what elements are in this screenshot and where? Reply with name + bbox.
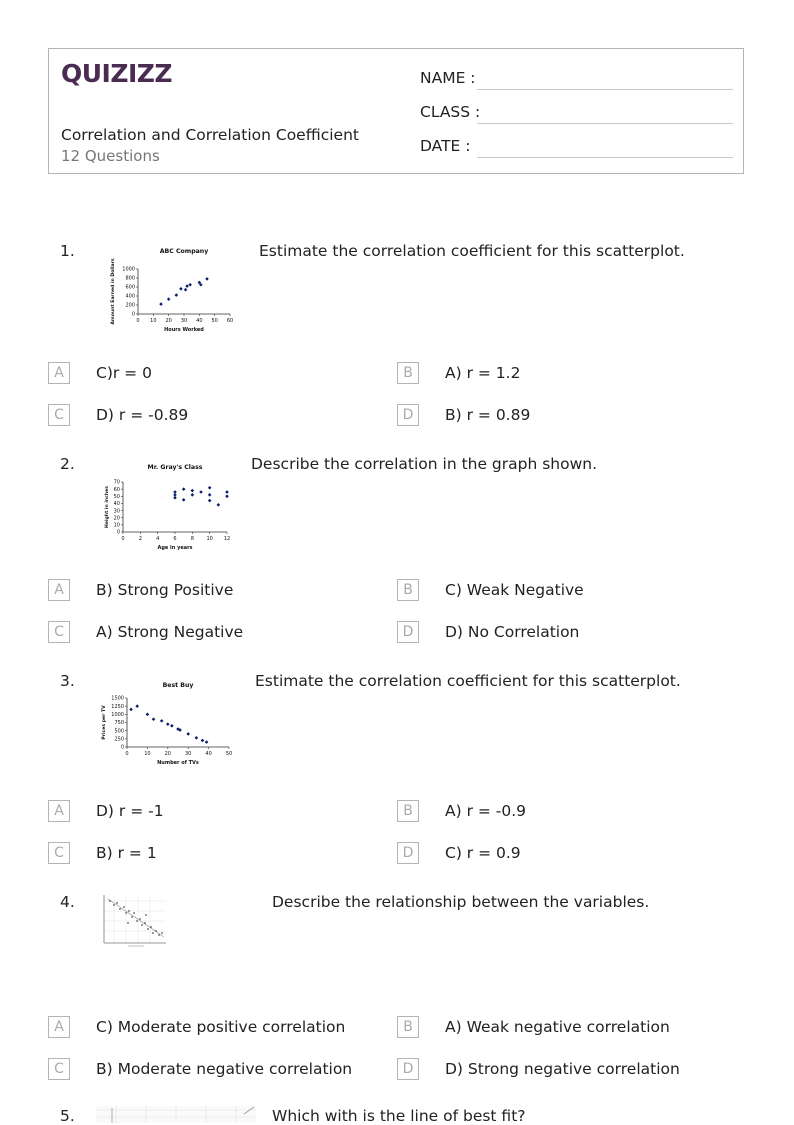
question-number: 4.: [60, 893, 75, 911]
data-point: [175, 293, 179, 297]
y-tick-label: 400: [125, 293, 135, 300]
question-text: Describe the correlation in the graph shown.: [251, 455, 598, 473]
data-point: [186, 732, 190, 736]
x-tick-label: 4: [156, 536, 160, 542]
data-point: [225, 490, 229, 494]
option-text[interactable]: B) r = 0.89: [445, 406, 531, 424]
x-tick-label: 0: [125, 751, 129, 757]
y-tick-label: 0: [116, 529, 120, 536]
mr-grays-class-scatterplot: [100, 458, 240, 552]
y-tick-label: 10: [113, 522, 120, 529]
option-text[interactable]: C) Weak Negative: [445, 581, 584, 599]
option-letter-d[interactable]: D: [397, 621, 419, 643]
data-point: [217, 503, 221, 507]
y-tick-label: 200: [125, 302, 135, 309]
best-buy-scatterplot: [98, 676, 238, 772]
data-point: [152, 717, 156, 721]
option-letter-c[interactable]: C: [48, 842, 70, 864]
data-point: [159, 302, 163, 306]
data-point: [182, 498, 186, 502]
quizizz-logo: QUIZIZZ: [61, 59, 173, 88]
x-tick-label: 40: [196, 318, 203, 324]
data-point: [185, 284, 189, 288]
y-tick-label: 1250: [111, 703, 124, 710]
option-text[interactable]: D) r = -0.89: [96, 406, 189, 424]
data-point: [205, 277, 209, 281]
y-tick-label: 1000: [122, 266, 135, 273]
option-letter-c[interactable]: C: [48, 404, 70, 426]
option-text[interactable]: D) No Correlation: [445, 623, 580, 641]
option-text[interactable]: A) Strong Negative: [96, 623, 244, 641]
option-text[interactable]: B) Strong Positive: [96, 581, 234, 599]
question-number: 3.: [60, 672, 75, 690]
data-point: [173, 496, 177, 500]
x-tick-label: 50: [225, 751, 233, 757]
name-label: NAME :: [420, 69, 476, 87]
y-tick-label: 20: [113, 515, 120, 522]
class-input-line[interactable]: [477, 123, 733, 124]
date-input-line[interactable]: [477, 157, 733, 158]
x-tick-label: 10: [206, 536, 213, 542]
option-letter-b[interactable]: B: [397, 800, 419, 822]
option-letter-d[interactable]: D: [397, 842, 419, 864]
x-tick-label: 0: [121, 536, 125, 542]
y-tick-label: 0: [131, 311, 135, 318]
y-tick-label: 70: [113, 479, 120, 486]
option-text[interactable]: C)r = 0: [96, 364, 152, 382]
question-text: Which with is the line of best fit?: [272, 1107, 526, 1125]
data-point: [182, 487, 186, 491]
line-of-best-fit-graph-thumbnail: [96, 1106, 256, 1123]
y-tick-label: 1000: [111, 712, 124, 719]
data-point: [199, 490, 203, 494]
question-count: 12 Questions: [61, 147, 160, 165]
data-point: [129, 708, 133, 712]
data-point: [135, 704, 139, 708]
option-text[interactable]: B) r = 1: [96, 844, 157, 862]
option-letter-b[interactable]: B: [397, 362, 419, 384]
option-text[interactable]: D) r = -1: [96, 802, 164, 820]
y-tick-label: 60: [113, 486, 120, 493]
option-letter-a[interactable]: A: [48, 1016, 70, 1038]
option-text[interactable]: D) Strong negative correlation: [445, 1060, 680, 1078]
x-tick-label: 40: [205, 751, 212, 757]
y-tick-label: 800: [125, 275, 135, 282]
option-letter-b[interactable]: B: [397, 579, 419, 601]
data-point: [160, 719, 164, 723]
option-letter-b[interactable]: B: [397, 1016, 419, 1038]
data-point: [166, 722, 170, 726]
question-number: 5.: [60, 1107, 75, 1125]
y-tick-label: 750: [114, 720, 124, 727]
option-text[interactable]: A) r = 1.2: [445, 364, 521, 382]
y-tick-label: 1500: [111, 695, 124, 702]
data-point: [191, 489, 195, 493]
x-axis-label: Number of TVs: [157, 760, 199, 766]
data-point: [195, 736, 199, 740]
data-point: [208, 493, 212, 497]
worksheet-title: Correlation and Correlation Coefficient: [61, 126, 359, 144]
y-tick-label: 40: [113, 501, 120, 508]
y-axis-label: Amount Earned in Dollars: [111, 258, 116, 325]
data-point: [146, 713, 150, 717]
data-point: [184, 288, 188, 292]
y-tick-label: 30: [113, 508, 120, 515]
option-text[interactable]: A) Weak negative correlation: [445, 1018, 670, 1036]
y-axis-label: Prices per TV: [102, 705, 107, 740]
question-number: 1.: [60, 242, 75, 260]
data-point: [167, 297, 171, 301]
option-text[interactable]: C) r = 0.9: [445, 844, 521, 862]
y-axis-label: Height in inches: [105, 485, 110, 529]
option-letter-a[interactable]: A: [48, 800, 70, 822]
option-letter-d[interactable]: D: [397, 404, 419, 426]
date-label: DATE :: [420, 137, 471, 155]
data-point: [191, 493, 195, 497]
x-tick-label: 10: [150, 318, 157, 324]
x-tick-label: 30: [185, 751, 192, 757]
chart-title: Best Buy: [162, 682, 194, 689]
option-letter-c[interactable]: C: [48, 621, 70, 643]
x-tick-label: 2: [138, 536, 142, 542]
x-tick-label: 60: [226, 318, 234, 324]
option-letter-c[interactable]: C: [48, 1058, 70, 1080]
data-point: [188, 283, 192, 287]
y-tick-label: 500: [114, 728, 124, 735]
option-text[interactable]: A) r = -0.9: [445, 802, 527, 820]
option-letter-d[interactable]: D: [397, 1058, 419, 1080]
option-letter-a[interactable]: A: [48, 579, 70, 601]
data-point: [170, 724, 174, 728]
data-point: [208, 499, 212, 503]
chart-title: ABC Company: [159, 248, 209, 255]
data-point: [205, 740, 209, 744]
x-tick-label: 20: [164, 751, 171, 757]
abc-company-scatterplot: [100, 242, 240, 340]
x-tick-label: 6: [173, 536, 177, 542]
worksheet-header: [48, 48, 744, 174]
question-text: Describe the relationship between the variables.: [272, 893, 650, 911]
x-tick-label: 30: [180, 318, 188, 324]
x-tick-label: 0: [136, 318, 140, 324]
option-letter-a[interactable]: A: [48, 362, 70, 384]
y-tick-label: 600: [125, 284, 135, 291]
x-tick-label: 12: [223, 536, 231, 542]
x-axis-label: Age in years: [157, 545, 193, 551]
x-tick-label: 20: [165, 318, 172, 324]
name-input-line[interactable]: [477, 89, 733, 90]
relationship-scatterplot-thumbnail: [98, 893, 168, 949]
chart-title: Mr. Gray's Class: [147, 464, 203, 471]
question-text: Estimate the correlation coefficient for this scatterplot.: [259, 242, 685, 260]
x-tick-label: 50: [211, 318, 218, 324]
x-tick-label: 10: [144, 751, 151, 757]
question-text: Estimate the correlation coefficient for this scatterplot.: [255, 672, 681, 690]
y-tick-label: 0: [120, 744, 124, 751]
option-text[interactable]: C) Moderate positive correlation: [96, 1018, 346, 1036]
y-tick-label: 250: [114, 736, 124, 743]
x-axis-label: Hours Worked: [164, 327, 204, 333]
data-point: [201, 739, 205, 743]
class-label: CLASS :: [420, 103, 481, 121]
data-point: [179, 287, 183, 291]
x-tick-label: 8: [190, 536, 194, 542]
data-point: [225, 494, 229, 498]
option-text[interactable]: B) Moderate negative correlation: [96, 1060, 353, 1078]
y-tick-label: 50: [113, 493, 120, 500]
question-number: 2.: [60, 455, 75, 473]
data-point: [208, 486, 212, 490]
